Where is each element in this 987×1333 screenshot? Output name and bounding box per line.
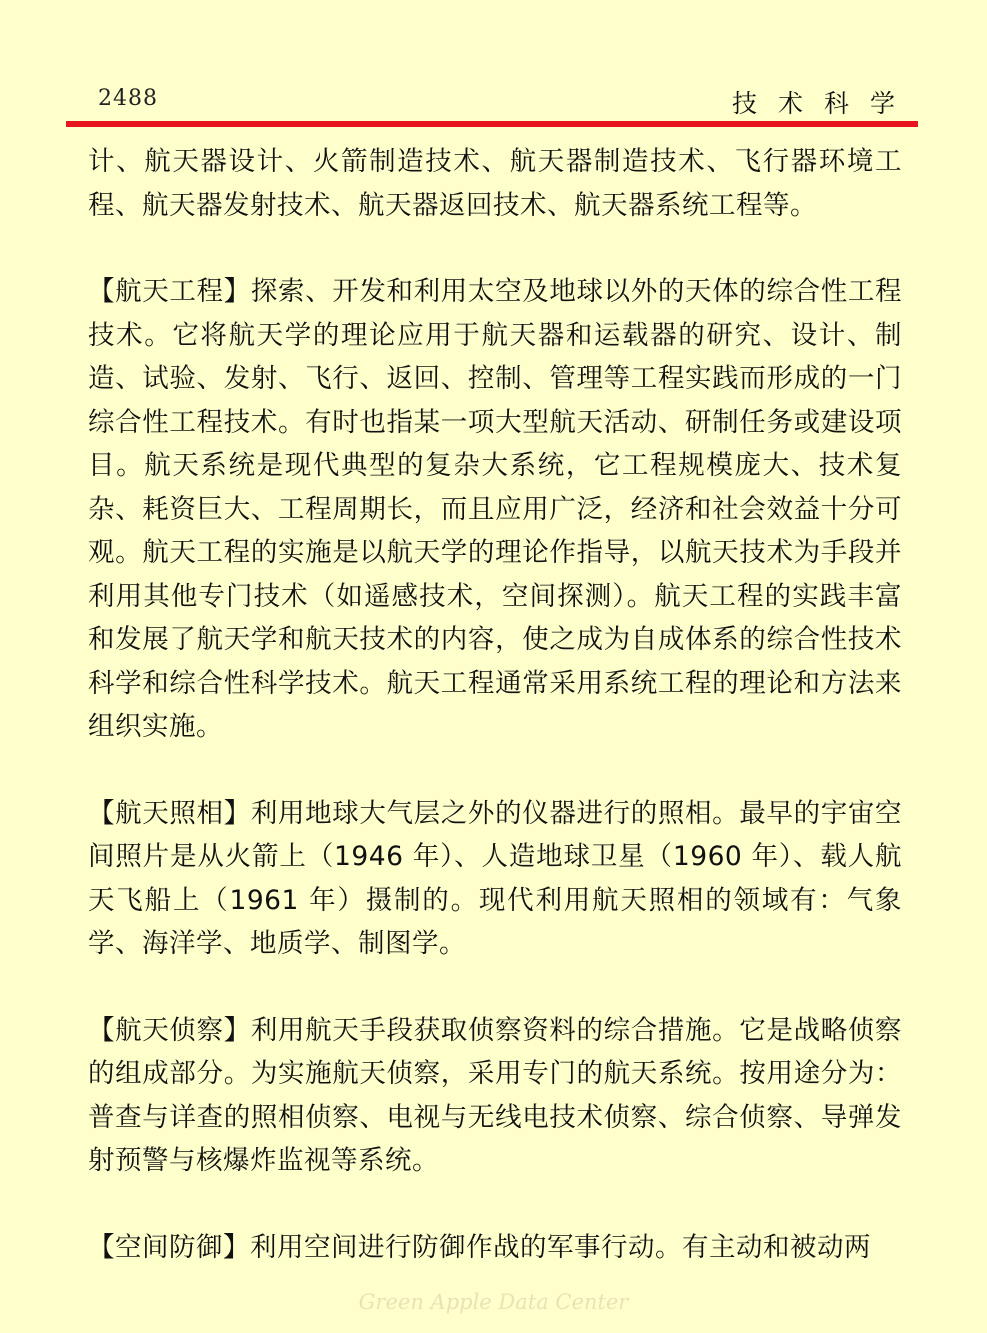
entry-text: 利用空间进行防御作战的军事行动。有主动和被动两 xyxy=(250,1231,871,1263)
entry-term: 【航天工程】 xyxy=(88,276,251,307)
entry-space-defense xyxy=(88,1226,902,1270)
entry-text: 探索、开发和利用太空及地球以外的天体的综合性工程技术。它将航天学的理论应用于航天器和运载器的研究、设计、制造、试验、发射、飞行、返回、控制、管理等工程实践而形成的一门综合性工程技术。有时也指某一项大型航天活动、研制任务或建设项目。航天系统是现代典型的复杂大系统，它工程规模庞大、技术复杂、耗资巨大、工程周期长，而且应用广泛，经济和社会效益十分可观。航天工程的实施是以航天学的理论作指导，以航天技术为手段并利用其他专门技术（如遥感技术，空间探测）。航天工程的实践丰富和发展了航天学和航天技术的内容，使之成为自成体系的综合性技术科学和综合性科学技术。航天工程通常采用系统工程的理论和方法来组织实施。 xyxy=(88,276,903,742)
entry-text: 利用地球大气层之外的仪器进行的照相。最早的宇宙空间照片是从火箭上（1946 年）、人造地球卫星（1960 年）、载人航天飞船上（1961 年）摄制的。现代利用航天照相的领域有：气象学、海洋学、地质学、制图学。 xyxy=(88,797,903,959)
watermark: Green Apple Data Center xyxy=(358,1290,629,1314)
entry-term: 【航天侦察】 xyxy=(88,1014,251,1046)
section-title: 技术科学 xyxy=(731,89,916,118)
entry-term: 【空间防御】 xyxy=(88,1231,250,1263)
entry-text: 利用航天手段获取侦察资料的综合措施。它是战略侦察的组成部分。为实施航天侦察，采用专门的航天系统。按用途分为：普查与详查的照相侦察、电视与无线电技术侦察、综合侦察、导弹发射预警与核爆炸监视等系统。 xyxy=(88,1014,903,1176)
entry-term: 【航天照相】 xyxy=(88,797,251,829)
entry-aerospace-engineering xyxy=(88,270,902,749)
paragraph-continuation xyxy=(88,140,902,227)
entry-space-photography xyxy=(88,792,902,966)
page-number: 2488 xyxy=(98,86,158,111)
entry-text: 计、航天器设计、火箭制造技术、航天器制造技术、飞行器环境工程、航天器发射技术、航天器返回技术、航天器系统工程等。 xyxy=(88,146,902,221)
header-rule xyxy=(66,121,918,127)
body-text xyxy=(88,140,902,1269)
entry-space-reconnaissance xyxy=(88,1009,902,1183)
